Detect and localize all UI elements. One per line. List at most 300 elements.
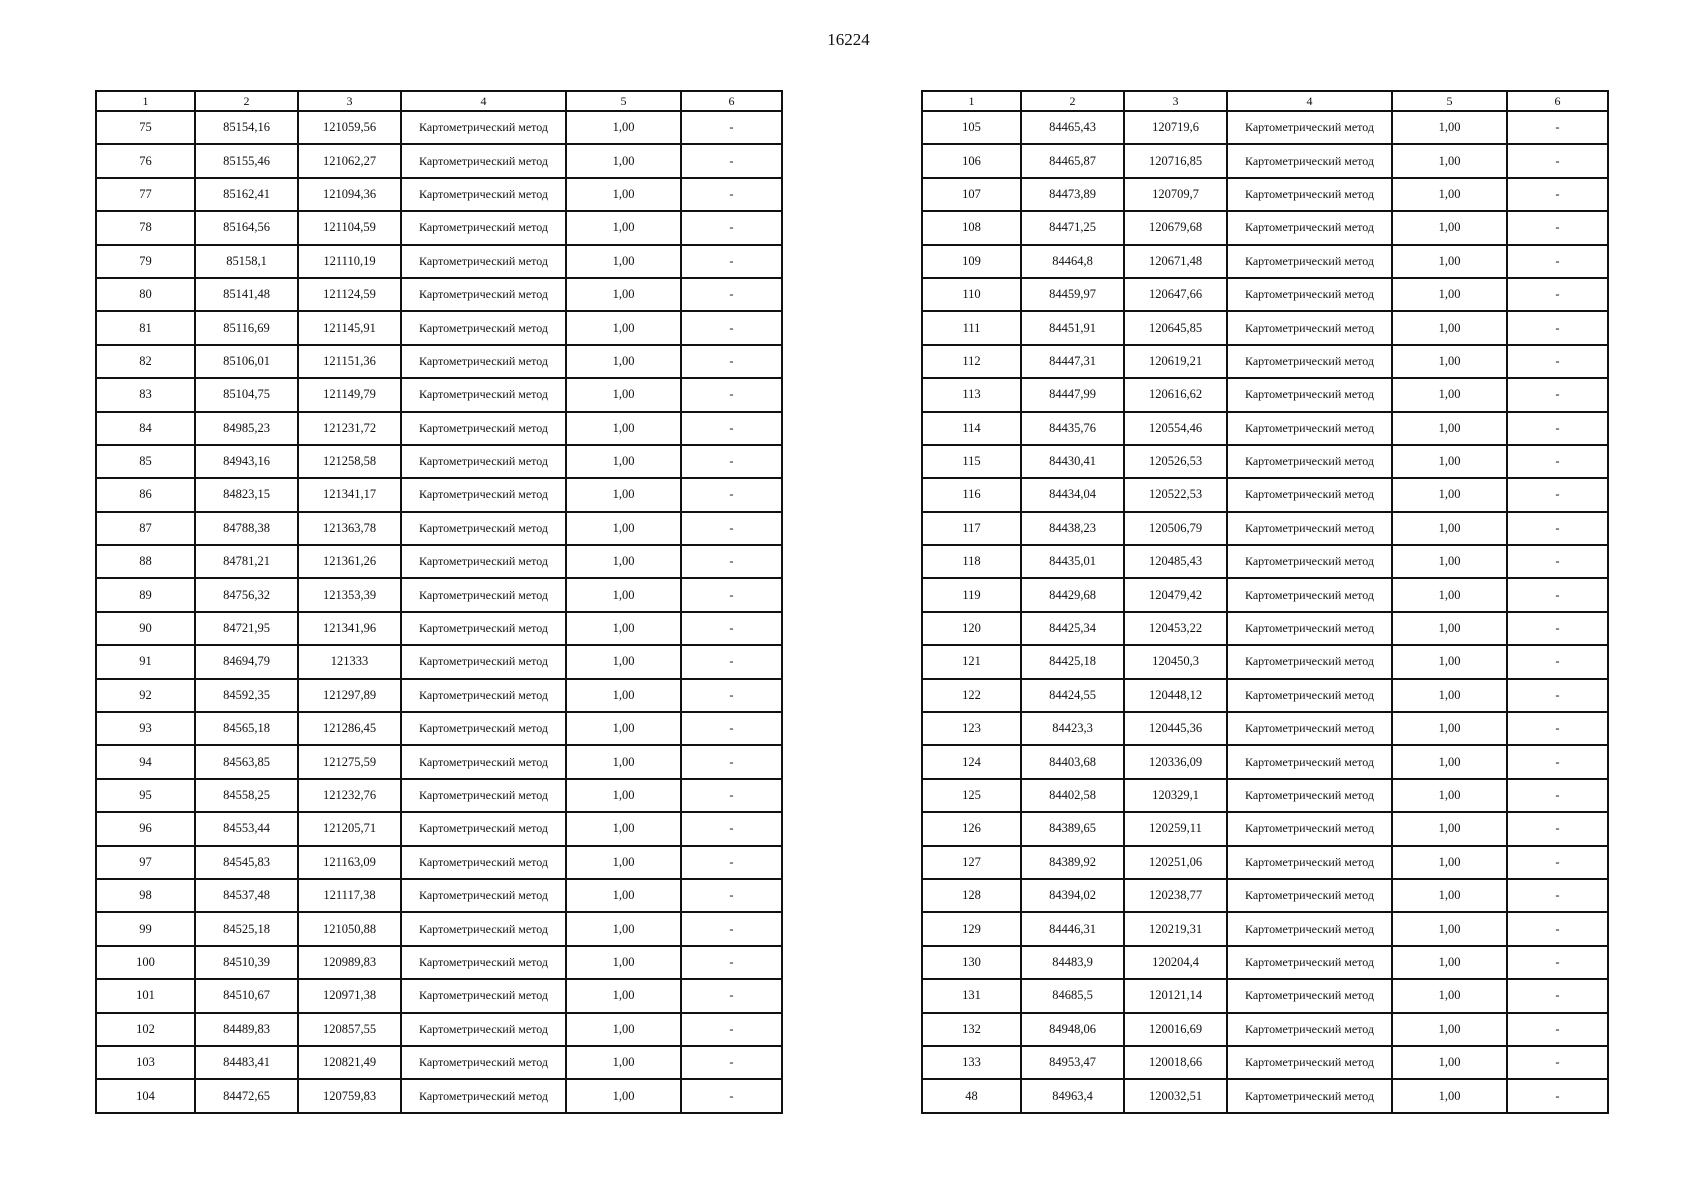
note-cell: - — [681, 412, 782, 445]
table-row — [96, 278, 782, 311]
note-cell: - — [681, 612, 782, 645]
x-coordinate-cell: 84464,8 — [1021, 245, 1124, 278]
x-coordinate-cell: 84425,18 — [1021, 645, 1124, 678]
table-row — [922, 1079, 1608, 1112]
accuracy-cell: 1,00 — [1392, 645, 1507, 678]
point-number-cell: 75 — [96, 111, 195, 144]
table-row — [922, 812, 1608, 845]
method-cell: Картометрический метод — [401, 1046, 566, 1079]
note-cell: - — [681, 712, 782, 745]
accuracy-cell: 1,00 — [1392, 211, 1507, 244]
x-coordinate-cell: 84553,44 — [195, 812, 298, 845]
point-number-cell: 118 — [922, 545, 1021, 578]
accuracy-cell: 1,00 — [566, 378, 681, 411]
accuracy-cell: 1,00 — [566, 144, 681, 177]
x-coordinate-cell: 84563,85 — [195, 745, 298, 778]
column-header-5: 5 — [566, 91, 681, 111]
x-coordinate-cell: 85106,01 — [195, 345, 298, 378]
x-coordinate-cell: 84447,99 — [1021, 378, 1124, 411]
table-row — [96, 946, 782, 979]
x-coordinate-cell: 84781,21 — [195, 545, 298, 578]
note-cell: - — [681, 278, 782, 311]
note-cell: - — [681, 178, 782, 211]
note-cell: - — [1507, 612, 1608, 645]
y-coordinate-cell: 120018,66 — [1124, 1046, 1227, 1079]
note-cell: - — [681, 979, 782, 1012]
accuracy-cell: 1,00 — [1392, 679, 1507, 712]
note-cell: - — [681, 245, 782, 278]
point-number-cell: 105 — [922, 111, 1021, 144]
coordinates-table-left — [95, 90, 783, 1114]
note-cell: - — [1507, 779, 1608, 812]
x-coordinate-cell: 84425,34 — [1021, 612, 1124, 645]
method-cell: Картометрический метод — [401, 178, 566, 211]
table-row — [96, 912, 782, 945]
point-number-cell: 87 — [96, 512, 195, 545]
point-number-cell: 80 — [96, 278, 195, 311]
x-coordinate-cell: 84721,95 — [195, 612, 298, 645]
x-coordinate-cell: 84423,3 — [1021, 712, 1124, 745]
table-row — [96, 512, 782, 545]
note-cell: - — [681, 111, 782, 144]
method-cell: Картометрический метод — [401, 345, 566, 378]
y-coordinate-cell: 121117,38 — [298, 879, 401, 912]
point-number-cell: 114 — [922, 412, 1021, 445]
x-coordinate-cell: 84473,89 — [1021, 178, 1124, 211]
table-row — [922, 345, 1608, 378]
y-coordinate-cell: 120238,77 — [1124, 879, 1227, 912]
y-coordinate-cell: 121363,78 — [298, 512, 401, 545]
method-cell: Картометрический метод — [1227, 1013, 1392, 1046]
table-row — [922, 979, 1608, 1012]
accuracy-cell: 1,00 — [1392, 879, 1507, 912]
note-cell: - — [681, 812, 782, 845]
x-coordinate-cell: 84953,47 — [1021, 1046, 1124, 1079]
point-number-cell: 91 — [96, 645, 195, 678]
table-row — [96, 378, 782, 411]
point-number-cell: 90 — [96, 612, 195, 645]
point-number-cell: 84 — [96, 412, 195, 445]
method-cell: Картометрический метод — [401, 378, 566, 411]
column-header-2: 2 — [1021, 91, 1124, 111]
point-number-cell: 92 — [96, 679, 195, 712]
table-row — [96, 545, 782, 578]
method-cell: Картометрический метод — [1227, 311, 1392, 344]
point-number-cell: 130 — [922, 946, 1021, 979]
note-cell: - — [1507, 846, 1608, 879]
accuracy-cell: 1,00 — [1392, 345, 1507, 378]
accuracy-cell: 1,00 — [1392, 779, 1507, 812]
table-row — [922, 311, 1608, 344]
x-coordinate-cell: 85158,1 — [195, 245, 298, 278]
note-cell: - — [681, 445, 782, 478]
method-cell: Картометрический метод — [1227, 178, 1392, 211]
table-row — [96, 412, 782, 445]
y-coordinate-cell: 121353,39 — [298, 578, 401, 611]
y-coordinate-cell: 121145,91 — [298, 311, 401, 344]
point-number-cell: 128 — [922, 879, 1021, 912]
method-cell: Картометрический метод — [401, 578, 566, 611]
table-row — [96, 111, 782, 144]
note-cell: - — [1507, 345, 1608, 378]
accuracy-cell: 1,00 — [1392, 1079, 1507, 1112]
table-header-row — [96, 91, 782, 111]
point-number-cell: 85 — [96, 445, 195, 478]
method-cell: Картометрический метод — [1227, 111, 1392, 144]
accuracy-cell: 1,00 — [1392, 745, 1507, 778]
method-cell: Картометрический метод — [1227, 211, 1392, 244]
point-number-cell: 129 — [922, 912, 1021, 945]
y-coordinate-cell: 121275,59 — [298, 745, 401, 778]
method-cell: Картометрический метод — [1227, 278, 1392, 311]
point-number-cell: 95 — [96, 779, 195, 812]
point-number-cell: 97 — [96, 846, 195, 879]
method-cell: Картометрический метод — [401, 311, 566, 344]
accuracy-cell: 1,00 — [566, 1079, 681, 1112]
y-coordinate-cell: 120679,68 — [1124, 211, 1227, 244]
table-row — [96, 812, 782, 845]
accuracy-cell: 1,00 — [566, 1013, 681, 1046]
table-row — [96, 979, 782, 1012]
method-cell: Картометрический метод — [401, 946, 566, 979]
x-coordinate-cell: 84483,9 — [1021, 946, 1124, 979]
x-coordinate-cell: 84545,83 — [195, 846, 298, 879]
column-header-3: 3 — [298, 91, 401, 111]
point-number-cell: 94 — [96, 745, 195, 778]
note-cell: - — [681, 578, 782, 611]
y-coordinate-cell: 120554,46 — [1124, 412, 1227, 445]
note-cell: - — [681, 912, 782, 945]
accuracy-cell: 1,00 — [1392, 979, 1507, 1012]
accuracy-cell: 1,00 — [566, 545, 681, 578]
table-row — [96, 144, 782, 177]
accuracy-cell: 1,00 — [1392, 912, 1507, 945]
note-cell: - — [681, 311, 782, 344]
y-coordinate-cell: 120619,21 — [1124, 345, 1227, 378]
y-coordinate-cell: 121104,59 — [298, 211, 401, 244]
method-cell: Картометрический метод — [1227, 1046, 1392, 1079]
method-cell: Картометрический метод — [1227, 812, 1392, 845]
note-cell: - — [681, 779, 782, 812]
y-coordinate-cell: 120506,79 — [1124, 512, 1227, 545]
method-cell: Картометрический метод — [1227, 946, 1392, 979]
point-number-cell: 108 — [922, 211, 1021, 244]
method-cell: Картометрический метод — [401, 111, 566, 144]
table-row — [922, 545, 1608, 578]
accuracy-cell: 1,00 — [566, 578, 681, 611]
note-cell: - — [1507, 812, 1608, 845]
point-number-cell: 124 — [922, 745, 1021, 778]
y-coordinate-cell: 120821,49 — [298, 1046, 401, 1079]
column-header-1: 1 — [96, 91, 195, 111]
table-row — [922, 211, 1608, 244]
point-number-cell: 132 — [922, 1013, 1021, 1046]
coordinates-table-right — [921, 90, 1609, 1114]
y-coordinate-cell: 121297,89 — [298, 679, 401, 712]
x-coordinate-cell: 84394,02 — [1021, 879, 1124, 912]
table-row — [922, 445, 1608, 478]
method-cell: Картометрический метод — [401, 278, 566, 311]
note-cell: - — [681, 846, 782, 879]
table-row — [922, 578, 1608, 611]
accuracy-cell: 1,00 — [566, 645, 681, 678]
table-row — [922, 178, 1608, 211]
table-row — [96, 578, 782, 611]
y-coordinate-cell: 120121,14 — [1124, 979, 1227, 1012]
point-number-cell: 120 — [922, 612, 1021, 645]
note-cell: - — [681, 1079, 782, 1112]
point-number-cell: 79 — [96, 245, 195, 278]
method-cell: Картометрический метод — [401, 211, 566, 244]
x-coordinate-cell: 84510,39 — [195, 946, 298, 979]
note-cell: - — [1507, 1046, 1608, 1079]
accuracy-cell: 1,00 — [566, 245, 681, 278]
point-number-cell: 103 — [96, 1046, 195, 1079]
column-header-2: 2 — [195, 91, 298, 111]
point-number-cell: 101 — [96, 979, 195, 1012]
method-cell: Картометрический метод — [1227, 712, 1392, 745]
accuracy-cell: 1,00 — [566, 345, 681, 378]
method-cell: Картометрический метод — [1227, 1079, 1392, 1112]
note-cell: - — [1507, 178, 1608, 211]
note-cell: - — [681, 345, 782, 378]
accuracy-cell: 1,00 — [566, 879, 681, 912]
y-coordinate-cell: 121163,09 — [298, 846, 401, 879]
accuracy-cell: 1,00 — [1392, 946, 1507, 979]
method-cell: Картометрический метод — [401, 144, 566, 177]
method-cell: Картометрический метод — [401, 812, 566, 845]
point-number-cell: 122 — [922, 679, 1021, 712]
column-header-3: 3 — [1124, 91, 1227, 111]
note-cell: - — [1507, 211, 1608, 244]
column-header-6: 6 — [681, 91, 782, 111]
accuracy-cell: 1,00 — [1392, 846, 1507, 879]
y-coordinate-cell: 121258,58 — [298, 445, 401, 478]
table-row — [922, 612, 1608, 645]
note-cell: - — [681, 545, 782, 578]
method-cell: Картометрический метод — [1227, 378, 1392, 411]
note-cell: - — [681, 745, 782, 778]
table-row — [922, 478, 1608, 511]
method-cell: Картометрический метод — [1227, 679, 1392, 712]
accuracy-cell: 1,00 — [1392, 178, 1507, 211]
note-cell: - — [1507, 679, 1608, 712]
note-cell: - — [1507, 979, 1608, 1012]
note-cell: - — [681, 645, 782, 678]
accuracy-cell: 1,00 — [1392, 545, 1507, 578]
y-coordinate-cell: 121232,76 — [298, 779, 401, 812]
table-row — [96, 779, 782, 812]
point-number-cell: 102 — [96, 1013, 195, 1046]
x-coordinate-cell: 84685,5 — [1021, 979, 1124, 1012]
x-coordinate-cell: 84451,91 — [1021, 311, 1124, 344]
accuracy-cell: 1,00 — [566, 612, 681, 645]
table-row — [922, 912, 1608, 945]
point-number-cell: 133 — [922, 1046, 1021, 1079]
note-cell: - — [1507, 478, 1608, 511]
point-number-cell: 77 — [96, 178, 195, 211]
y-coordinate-cell: 121341,96 — [298, 612, 401, 645]
y-coordinate-cell: 120479,42 — [1124, 578, 1227, 611]
x-coordinate-cell: 84465,43 — [1021, 111, 1124, 144]
x-coordinate-cell: 84948,06 — [1021, 1013, 1124, 1046]
y-coordinate-cell: 120204,4 — [1124, 946, 1227, 979]
point-number-cell: 48 — [922, 1079, 1021, 1112]
x-coordinate-cell: 85155,46 — [195, 144, 298, 177]
x-coordinate-cell: 84558,25 — [195, 779, 298, 812]
x-coordinate-cell: 85162,41 — [195, 178, 298, 211]
x-coordinate-cell: 84465,87 — [1021, 144, 1124, 177]
note-cell: - — [1507, 412, 1608, 445]
y-coordinate-cell: 121231,72 — [298, 412, 401, 445]
x-coordinate-cell: 84788,38 — [195, 512, 298, 545]
y-coordinate-cell: 120971,38 — [298, 979, 401, 1012]
method-cell: Картометрический метод — [401, 745, 566, 778]
table-row — [922, 1046, 1608, 1079]
x-coordinate-cell: 84389,65 — [1021, 812, 1124, 845]
accuracy-cell: 1,00 — [566, 1046, 681, 1079]
table-row — [96, 1079, 782, 1112]
note-cell: - — [1507, 912, 1608, 945]
method-cell: Картометрический метод — [401, 846, 566, 879]
accuracy-cell: 1,00 — [566, 846, 681, 879]
x-coordinate-cell: 84430,41 — [1021, 445, 1124, 478]
x-coordinate-cell: 84985,23 — [195, 412, 298, 445]
point-number-cell: 111 — [922, 311, 1021, 344]
accuracy-cell: 1,00 — [566, 679, 681, 712]
note-cell: - — [1507, 445, 1608, 478]
x-coordinate-cell: 84403,68 — [1021, 745, 1124, 778]
point-number-cell: 96 — [96, 812, 195, 845]
x-coordinate-cell: 84694,79 — [195, 645, 298, 678]
note-cell: - — [1507, 111, 1608, 144]
point-number-cell: 113 — [922, 378, 1021, 411]
x-coordinate-cell: 84459,97 — [1021, 278, 1124, 311]
y-coordinate-cell: 120448,12 — [1124, 679, 1227, 712]
y-coordinate-cell: 120445,36 — [1124, 712, 1227, 745]
y-coordinate-cell: 121341,17 — [298, 478, 401, 511]
table-row — [96, 712, 782, 745]
table-row — [96, 178, 782, 211]
accuracy-cell: 1,00 — [566, 779, 681, 812]
point-number-cell: 78 — [96, 211, 195, 244]
y-coordinate-cell: 120716,85 — [1124, 144, 1227, 177]
note-cell: - — [1507, 245, 1608, 278]
table-row — [96, 445, 782, 478]
point-number-cell: 116 — [922, 478, 1021, 511]
y-coordinate-cell: 120759,83 — [298, 1079, 401, 1112]
y-coordinate-cell: 120522,53 — [1124, 478, 1227, 511]
x-coordinate-cell: 84565,18 — [195, 712, 298, 745]
y-coordinate-cell: 120709,7 — [1124, 178, 1227, 211]
point-number-cell: 99 — [96, 912, 195, 945]
y-coordinate-cell: 120453,22 — [1124, 612, 1227, 645]
method-cell: Картометрический метод — [1227, 846, 1392, 879]
point-number-cell: 121 — [922, 645, 1021, 678]
accuracy-cell: 1,00 — [566, 912, 681, 945]
column-header-5: 5 — [1392, 91, 1507, 111]
y-coordinate-cell: 120645,85 — [1124, 311, 1227, 344]
method-cell: Картометрический метод — [1227, 412, 1392, 445]
accuracy-cell: 1,00 — [566, 311, 681, 344]
accuracy-cell: 1,00 — [566, 712, 681, 745]
table-row — [96, 478, 782, 511]
point-number-cell: 125 — [922, 779, 1021, 812]
table-row — [922, 712, 1608, 745]
x-coordinate-cell: 84525,18 — [195, 912, 298, 945]
point-number-cell: 86 — [96, 478, 195, 511]
method-cell: Картометрический метод — [1227, 645, 1392, 678]
y-coordinate-cell: 121286,45 — [298, 712, 401, 745]
method-cell: Картометрический метод — [1227, 578, 1392, 611]
page-number: 16224 — [827, 30, 870, 49]
x-coordinate-cell: 84472,65 — [195, 1079, 298, 1112]
note-cell: - — [1507, 144, 1608, 177]
accuracy-cell: 1,00 — [566, 111, 681, 144]
note-cell: - — [681, 478, 782, 511]
method-cell: Картометрический метод — [401, 612, 566, 645]
note-cell: - — [681, 879, 782, 912]
x-coordinate-cell: 85141,48 — [195, 278, 298, 311]
column-header-6: 6 — [1507, 91, 1608, 111]
table-row — [922, 645, 1608, 678]
y-coordinate-cell: 121124,59 — [298, 278, 401, 311]
point-number-cell: 83 — [96, 378, 195, 411]
x-coordinate-cell: 84823,15 — [195, 478, 298, 511]
method-cell: Картометрический метод — [401, 979, 566, 1012]
x-coordinate-cell: 84446,31 — [1021, 912, 1124, 945]
point-number-cell: 93 — [96, 712, 195, 745]
method-cell: Картометрический метод — [1227, 612, 1392, 645]
method-cell: Картометрический метод — [401, 445, 566, 478]
method-cell: Картометрический метод — [1227, 745, 1392, 778]
y-coordinate-cell: 121094,36 — [298, 178, 401, 211]
accuracy-cell: 1,00 — [566, 478, 681, 511]
note-cell: - — [1507, 278, 1608, 311]
x-coordinate-cell: 84435,01 — [1021, 545, 1124, 578]
point-number-cell: 76 — [96, 144, 195, 177]
y-coordinate-cell: 120616,62 — [1124, 378, 1227, 411]
table-row — [922, 946, 1608, 979]
table-header-row — [922, 91, 1608, 111]
y-coordinate-cell: 121062,27 — [298, 144, 401, 177]
note-cell: - — [681, 512, 782, 545]
x-coordinate-cell: 85154,16 — [195, 111, 298, 144]
y-coordinate-cell: 120219,31 — [1124, 912, 1227, 945]
y-coordinate-cell: 120485,43 — [1124, 545, 1227, 578]
accuracy-cell: 1,00 — [566, 211, 681, 244]
accuracy-cell: 1,00 — [1392, 144, 1507, 177]
point-number-cell: 131 — [922, 979, 1021, 1012]
table-row — [922, 278, 1608, 311]
method-cell: Картометрический метод — [401, 1079, 566, 1112]
table-row — [96, 211, 782, 244]
method-cell: Картометрический метод — [1227, 144, 1392, 177]
point-number-cell: 109 — [922, 245, 1021, 278]
note-cell: - — [1507, 545, 1608, 578]
note-cell: - — [681, 1013, 782, 1046]
point-number-cell: 126 — [922, 812, 1021, 845]
note-cell: - — [681, 378, 782, 411]
y-coordinate-cell: 121050,88 — [298, 912, 401, 945]
y-coordinate-cell: 121361,26 — [298, 545, 401, 578]
method-cell: Картометрический метод — [401, 712, 566, 745]
y-coordinate-cell: 120329,1 — [1124, 779, 1227, 812]
table-row — [96, 245, 782, 278]
accuracy-cell: 1,00 — [1392, 111, 1507, 144]
table-row — [922, 412, 1608, 445]
point-number-cell: 104 — [96, 1079, 195, 1112]
